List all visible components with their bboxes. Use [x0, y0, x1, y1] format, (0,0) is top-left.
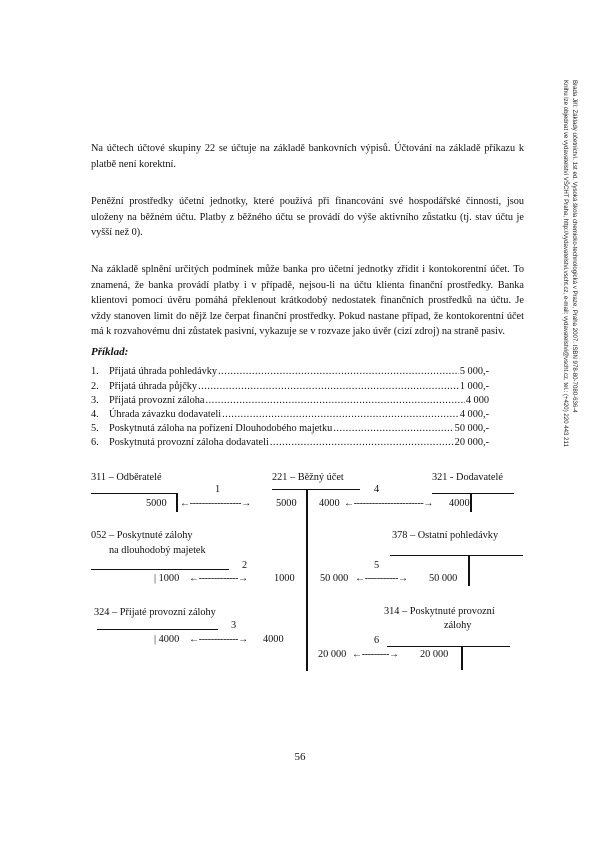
account-221-divider — [306, 489, 308, 671]
entry-number: 3 — [231, 620, 237, 631]
account-052-subtitle: na dlouhodobý majetek — [109, 545, 206, 556]
account-052-title: 052 – Poskytnuté zálohy — [91, 530, 193, 541]
entry-number: 5 — [374, 560, 380, 571]
account-321-rule — [432, 493, 514, 494]
item-amount: 20 000,- — [454, 437, 489, 448]
item-number: 1. — [91, 366, 99, 377]
leader-dots — [333, 422, 453, 435]
item-amount: 4 000,- — [459, 409, 489, 420]
account-324-title: 324 – Přijaté provozní zálohy — [94, 607, 216, 618]
account-314-rule — [387, 646, 510, 647]
account-221-rule — [272, 489, 360, 490]
account-221-title: 221 – Běžný účet — [272, 472, 344, 483]
account-314-subtitle: zálohy — [444, 620, 472, 631]
account-311-divider — [176, 493, 178, 512]
sidebar-order-info: Knihu lze objednat ve vydavatelství VŠCHT Praha, http://vydavatelstvi.vscht.cz, e-mail: vydavatelstvi@vscht.cz, tel.: (+420) 220 443 211 — [562, 80, 570, 447]
item-text: Přijatá úhrada půjčky — [109, 381, 198, 392]
item-text: Poskytnutá provozní záloha dodavateli — [109, 437, 269, 448]
sidebar-citation: Brada Jiří: Základy účetnictví. 1st ed. Vysoká škola chemicko-technologická v Praze, Praha 2007. ISBN 978-80-7080-636-4 — [571, 80, 578, 413]
example-item — [91, 436, 489, 449]
entry-number: 2 — [242, 560, 248, 571]
entry-amount: 20 000 — [318, 649, 347, 660]
entry-amount: 50 000 — [320, 573, 349, 584]
arrow-right-icon: ←-----------------------→ — [344, 498, 434, 509]
example-item — [91, 422, 489, 435]
bibliographic-sidebar — [540, 80, 578, 725]
item-text: Úhrada závazku dodavateli — [109, 409, 222, 420]
example-item — [91, 394, 489, 407]
leader-dots — [206, 394, 465, 407]
entry-amount: 5000 — [146, 498, 167, 509]
account-378-divider — [468, 555, 470, 586]
arrow-icon: ←-----------→ — [355, 573, 408, 584]
paragraph-2: Peněžní prostředky účetní jednotky, které používá při financování své hospodářské činnosti, jsou uloženy na běžném účtu. Platby z běžného účtu se provádí do výše aktivního zůstatku (tj. stav účtu je vyšší než 0). — [91, 196, 524, 238]
account-321-title: 321 - Dodavatelé — [432, 472, 503, 483]
item-amount: 50 000,- — [454, 423, 489, 434]
entry-amount: 50 000 — [429, 573, 458, 584]
example-title: Příklad: — [91, 346, 129, 358]
example-item — [91, 408, 489, 421]
leader-dots — [198, 380, 459, 393]
account-321-divider — [470, 493, 472, 512]
entry-amount: 20 000 — [420, 649, 449, 660]
item-text: Přijatá úhrada pohledávky — [109, 366, 218, 377]
item-number: 6. — [91, 437, 99, 448]
entry-number: 6 — [374, 635, 380, 646]
paragraph-1: Na účtech účtové skupiny 22 se účtuje na základě bankovních výpisů. Účtování na základě příkazu k platbě není korektní. — [91, 143, 524, 170]
account-311-rule — [91, 493, 176, 494]
item-number: 4. — [91, 409, 99, 420]
entry-number: 1 — [215, 484, 221, 495]
entry-amount: | 1000 — [154, 573, 180, 584]
page-number: 56 — [294, 751, 306, 763]
arrow-icon: ←-------------→ — [189, 634, 248, 645]
account-314-title: 314 – Poskytnuté provozní — [384, 606, 495, 617]
example-item — [91, 365, 489, 378]
account-052-rule — [91, 569, 229, 570]
item-number: 3. — [91, 395, 99, 406]
account-311-title: 311 – Odběratelé — [91, 472, 162, 483]
entry-amount: 4000 — [449, 498, 470, 509]
item-text: Poskytnutá záloha na pořízení Dlouhodobého majetku — [109, 423, 333, 434]
account-378-rule — [390, 555, 523, 556]
account-378-title: 378 – Ostatní pohledávky — [392, 530, 499, 541]
entry-amount: 1000 — [274, 573, 295, 584]
entry-amount: | 4000 — [154, 634, 180, 645]
leader-dots — [218, 365, 459, 378]
leader-dots — [222, 408, 459, 421]
item-number: 5. — [91, 423, 99, 434]
entry-number: 4 — [374, 484, 380, 495]
account-324-rule — [97, 629, 218, 630]
entry-amount: 4000 — [319, 498, 340, 509]
arrow-icon: ←-------------→ — [189, 573, 248, 584]
paragraph-3: Na základě splnění určitých podmínek může banka pro účetní jednotky zřídit i kontokorentní účet. To znamená, že banka provádí platby i v případě, nejsou-li na účtu klienta finanční prostředky. Banka klientovi pomocí úvěru pomáhá překlenout krátkodobý nedostatek finančních prostředků na účtu. Je vždy stanoven limit do nějž lze čerpat finanční prostředky. Pokud nastane případ, že kontokorentní účet má k rozvahovému dni zůstatek pasivní, vykazuje se v rozvaze jako úvěr (cizí zdroj) na straně pasiv. — [91, 264, 524, 337]
item-number: 2. — [91, 381, 99, 392]
item-amount: 1 000,- — [459, 381, 489, 392]
account-314-divider — [461, 646, 463, 670]
item-amount: 4 000 — [465, 395, 489, 406]
example-item — [91, 380, 489, 393]
leader-dots — [270, 436, 454, 449]
arrow-left-icon: ←-----------------→ — [180, 498, 251, 509]
entry-amount: 4000 — [263, 634, 284, 645]
item-text: Přijatá provozní záloha — [109, 395, 205, 406]
item-amount: 5 000,- — [459, 366, 489, 377]
arrow-icon: ←---------→ — [352, 649, 399, 660]
entry-amount: 5000 — [276, 498, 297, 509]
